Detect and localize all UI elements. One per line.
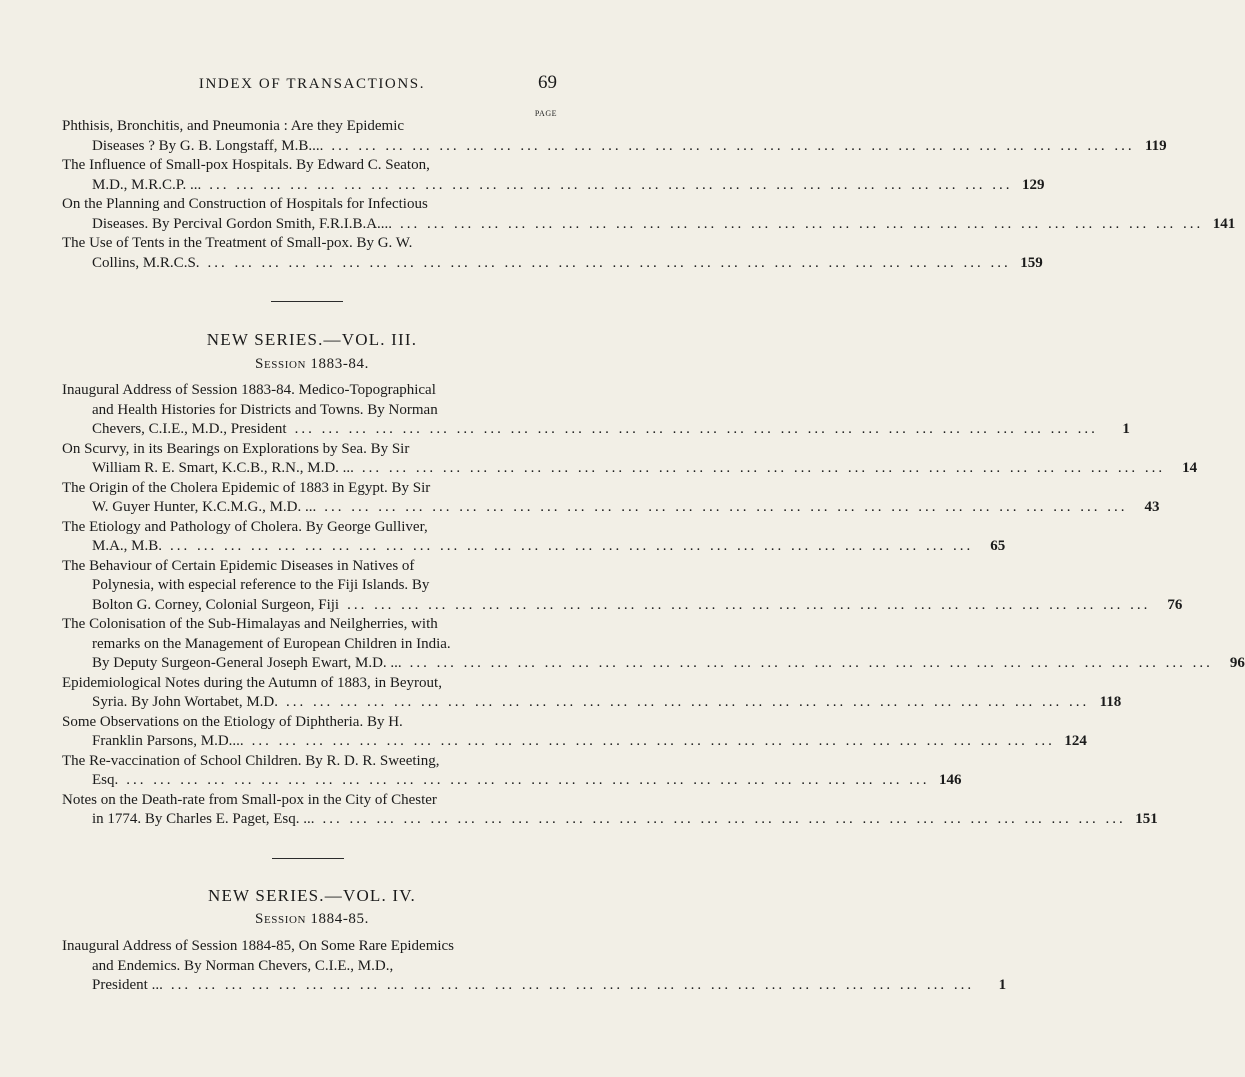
entry-line: [62, 195, 558, 215]
entry-line: [62, 234, 558, 254]
dot-leader: ... ... ... ... ... ... ... ... ... ... ... ... ... ... ... ... ... ... ... ... ... ... ... ... ... ... ... ... ... ...: [361, 460, 1166, 476]
index-entry: [62, 713, 1087, 752]
entry-page-number: 119: [1144, 137, 1167, 154]
entry-text: Bolton G. Corney, Colonial Surgeon, Fiji: [92, 596, 340, 613]
entry-text: President ...: [92, 977, 163, 993]
index-entry: [62, 518, 1006, 557]
entry-text: The Colonisation of the Sub-Himalayas and Neilgherries, with: [62, 616, 438, 632]
entry-line: [62, 420, 1130, 440]
dot-leader: ... ... ... ... ... ... ... ... ... ... ... ... ... ... ... ... ... ... ... ... ... ... ... ... ... ... ... ... ... ...: [170, 977, 975, 993]
entry-text: and Endemics. By Norman Chevers, C.I.E., M.D.,: [92, 957, 394, 974]
entry-line: [62, 381, 558, 401]
dot-leader: ... ... ... ... ... ... ... ... ... ... ... ... ... ... ... ... ... ... ... ... ... ... ... ... ... ... ... ... ... ...: [207, 254, 1011, 271]
entry-text: M.D., M.R.C.P. ...: [92, 176, 202, 193]
index-entry: [62, 674, 1122, 713]
entry-line: [62, 176, 1045, 196]
dot-leader: ... ... ... ... ... ... ... ... ... ... ... ... ... ... ... ... ... ... ... ... ... ... ... ... ... ... ... ... ... ...: [294, 421, 1098, 437]
entry-line: [62, 117, 558, 137]
entry-text: Collins, M.R.C.S.: [92, 254, 200, 271]
dot-leader: ... ... ... ... ... ... ... ... ... ... ... ... ... ... ... ... ... ... ... ... ... ... ... ... ... ... ... ... ... ...: [286, 694, 1090, 710]
dot-leader: ... ... ... ... ... ... ... ... ... ... ... ... ... ... ... ... ... ... ... ... ... ... ... ... ... ... ... ... ... ...: [170, 538, 974, 554]
entry-line: [62, 215, 1236, 235]
entry-text: Inaugural Address of Session 1884-85, On Some Rare Epidemics: [62, 938, 455, 954]
dot-leader: ... ... ... ... ... ... ... ... ... ... ... ... ... ... ... ... ... ... ... ... ... ... ... ... ... ... ... ... ... ...: [347, 596, 1151, 613]
entry-page-number: 14: [1182, 460, 1198, 476]
index-entry: [62, 234, 1043, 273]
entry-line: [62, 810, 1158, 830]
entry-line: [62, 654, 1245, 674]
entry-line: [62, 440, 558, 460]
session-heading-1883-84: Session 1883-84.: [255, 356, 369, 372]
index-entry: [62, 479, 1160, 518]
index-entry: [62, 752, 962, 791]
entry-line: [62, 615, 558, 635]
entry-text: The Behaviour of Certain Epidemic Diseases in Natives of: [62, 557, 415, 574]
entry-text: Diseases. By Percival Gordon Smith, F.R.I.B.A....: [92, 215, 393, 232]
entry-line: [62, 957, 558, 977]
entry-line: [62, 674, 558, 694]
entry-line: [62, 976, 1007, 996]
index-entry: [62, 156, 1045, 195]
entry-line: [62, 137, 1167, 157]
entry-page-number: 141: [1212, 215, 1236, 232]
entry-line: [62, 752, 558, 772]
entry-page-number: 1: [998, 977, 1007, 993]
index-entry: [62, 937, 1007, 996]
entry-text: The Influence of Small-pox Hospitals. By Edward C. Seaton,: [62, 157, 430, 173]
entry-text: The Re-vaccination of School Children. By R. D. R. Sweeting,: [62, 752, 440, 769]
index-entry: [62, 117, 1167, 156]
entry-page-number: 146: [939, 772, 962, 788]
entry-text: Epidemiological Notes during the Autumn of 1883, in Beyrout,: [62, 674, 442, 691]
entry-text: Syria. By John Wortabet, M.D.: [92, 694, 279, 710]
entry-page-number: 76: [1167, 596, 1183, 613]
entry-line: [62, 537, 1006, 557]
entry-text: remarks on the Management of European Children in India.: [92, 635, 451, 652]
session-heading-1884-85: Session 1884-85.: [255, 911, 369, 927]
entry-page-number: 129: [1021, 176, 1045, 193]
entry-line: [62, 576, 558, 596]
entry-text: in 1774. By Charles E. Paget, Esq. ...: [92, 811, 315, 827]
entry-text: On the Planning and Construction of Hospitals for Infectious: [62, 196, 428, 212]
entry-page-number: 65: [990, 538, 1006, 554]
index-entry: [62, 615, 1245, 674]
entry-line: [62, 254, 1043, 274]
entry-text: On Scurvy, in its Bearings on Explorations by Sea. By Sir: [62, 440, 410, 457]
entry-text: Diseases ? By G. B. Longstaff, M.B....: [92, 137, 324, 154]
entry-page-number: 1: [1122, 421, 1130, 437]
entry-line: [62, 937, 558, 957]
dot-leader: ... ... ... ... ... ... ... ... ... ... ... ... ... ... ... ... ... ... ... ... ... ... ... ... ... ... ... ... ... ...: [209, 176, 1013, 193]
index-entry: [62, 557, 1183, 616]
dot-leader: ... ... ... ... ... ... ... ... ... ... ... ... ... ... ... ... ... ... ... ... ... ... ... ... ... ... ... ... ... ...: [251, 733, 1055, 749]
entry-text: Chevers, C.I.E., M.D., President: [92, 421, 287, 437]
entry-line: [62, 518, 558, 538]
index-entry: [62, 195, 1236, 234]
entry-text: Franklin Parsons, M.D....: [92, 733, 244, 749]
dot-leader: ... ... ... ... ... ... ... ... ... ... ... ... ... ... ... ... ... ... ... ... ... ... ... ... ... ... ... ... ... ...: [322, 811, 1126, 827]
entry-line: [62, 596, 1183, 616]
entry-line: [62, 771, 962, 791]
index-entry: [62, 791, 1158, 830]
section-title-vol-3: NEW SERIES.—VOL. III.: [206, 330, 418, 349]
section-divider: [271, 301, 343, 302]
entry-text: The Origin of the Cholera Epidemic of 1883 in Egypt. By Sir: [62, 479, 431, 496]
entry-text: Inaugural Address of Session 1883-84. Medico-Topographical: [62, 382, 436, 398]
entry-line: [62, 693, 1122, 713]
index-entry: [62, 381, 1130, 440]
entry-text: The Etiology and Pathology of Cholera. By George Gulliver,: [62, 518, 428, 535]
entry-text: By Deputy Surgeon-General Joseph Ewart, M.D. ...: [92, 655, 402, 671]
entry-text: Polynesia, with especial reference to the Fiji Islands. By: [92, 577, 430, 593]
entry-page-number: 151: [1135, 811, 1158, 827]
entry-line: [62, 498, 1160, 518]
entry-line: [62, 479, 558, 499]
dot-leader: ... ... ... ... ... ... ... ... ... ... ... ... ... ... ... ... ... ... ... ... ... ... ... ... ... ... ... ... ... ...: [400, 215, 1204, 232]
entry-page-number: 96: [1229, 655, 1245, 671]
index-entry: [62, 440, 1198, 479]
entry-text: W. Guyer Hunter, K.C.M.G., M.D. ...: [92, 499, 317, 515]
entry-list-vol-4: [62, 937, 1007, 996]
entry-page-number: 43: [1144, 499, 1160, 515]
entry-text: Esq.: [92, 772, 119, 788]
entry-list-previous-volume: [62, 117, 1236, 273]
entry-page-number: 118: [1099, 694, 1122, 710]
page-column-label: PAGE: [534, 109, 557, 118]
entry-list-vol-3: [62, 381, 1245, 830]
entry-line: [62, 713, 558, 733]
entry-line: [62, 791, 558, 811]
entry-text: and Health Histories for Districts and Towns. By Norman: [92, 401, 438, 418]
page-number: 69: [538, 72, 557, 93]
entry-line: [62, 557, 558, 577]
dot-leader: ... ... ... ... ... ... ... ... ... ... ... ... ... ... ... ... ... ... ... ... ... ... ... ... ... ... ... ... ... ...: [126, 772, 930, 788]
dot-leader: ... ... ... ... ... ... ... ... ... ... ... ... ... ... ... ... ... ... ... ... ... ... ... ... ... ... ... ... ... ...: [324, 499, 1128, 515]
entry-page-number: 124: [1064, 733, 1087, 749]
entry-text: Some Observations on the Etiology of Diphtheria. By H.: [62, 713, 403, 730]
entry-line: [62, 156, 558, 176]
dot-leader: ... ... ... ... ... ... ... ... ... ... ... ... ... ... ... ... ... ... ... ... ... ... ... ... ... ... ... ... ... ...: [409, 655, 1213, 671]
entry-text: The Use of Tents in the Treatment of Small-pox. By G. W.: [62, 235, 413, 251]
entry-text: M.A., M.B.: [92, 538, 163, 554]
entry-line: [62, 732, 1087, 752]
section-title-vol-4: NEW SERIES.—VOL. IV.: [207, 886, 416, 905]
dot-leader: ... ... ... ... ... ... ... ... ... ... ... ... ... ... ... ... ... ... ... ... ... ... ... ... ... ... ... ... ... ...: [331, 137, 1135, 154]
entry-page-number: 159: [1020, 254, 1043, 271]
entry-line: [62, 459, 1198, 479]
entry-line: [62, 401, 558, 421]
entry-text: Phthisis, Bronchitis, and Pneumonia : Are they Epidemic: [62, 118, 405, 134]
entry-text: William R. E. Smart, K.C.B., R.N., M.D. ...: [92, 460, 354, 476]
section-divider: [272, 858, 344, 859]
entry-text: Notes on the Death-rate from Small-pox in the City of Chester: [62, 791, 437, 808]
entry-line: [62, 635, 558, 655]
running-head-title: INDEX OF TRANSACTIONS.: [198, 76, 426, 92]
